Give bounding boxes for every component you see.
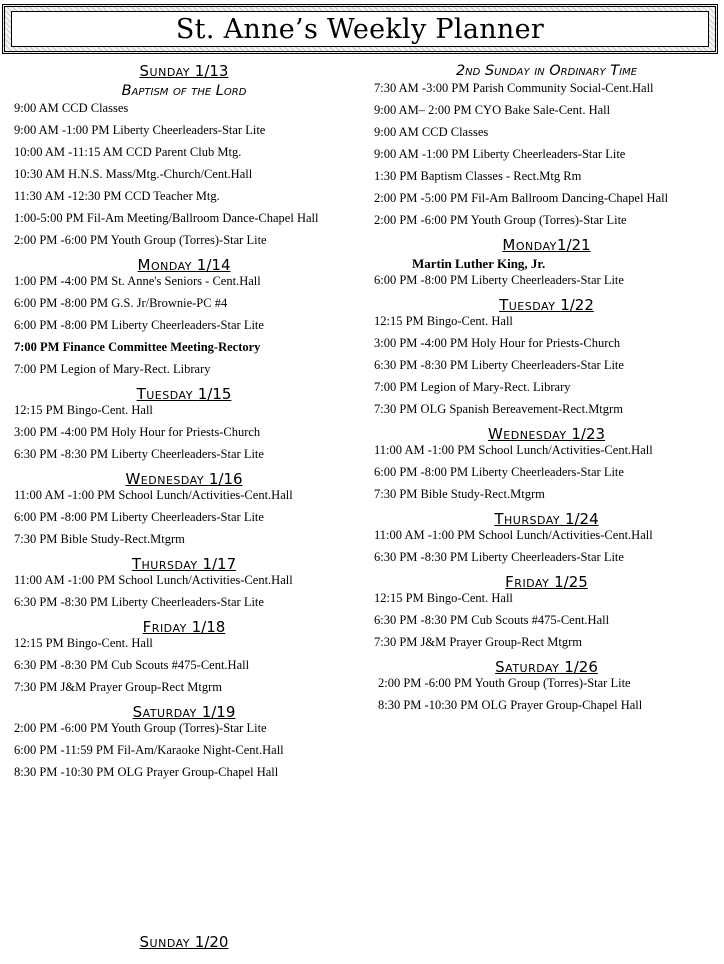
- day-name: Tuesday: [499, 296, 556, 314]
- event-item: 11:00 AM -1:00 PM School Lunch/Activities-Cent.Hall: [374, 528, 653, 542]
- event-item: 7:30 AM -3:00 PM Parish Community Social-Cent.Hall: [374, 81, 654, 95]
- title-banner: [2, 4, 718, 54]
- day-name: Saturday: [495, 658, 560, 676]
- event-item: 2:00 PM -5:00 PM Fil-Am Ballroom Dancing-Chapel Hall: [374, 191, 669, 205]
- day-name: Sunday: [139, 62, 190, 80]
- event-item: 10:00 AM -11:15 AM CCD Parent Club Mtg.: [14, 145, 242, 159]
- day-header-saturday-1-19: [14, 703, 354, 721]
- events-saturday-1-19: [14, 722, 354, 779]
- day-header-sunday-1-13: [14, 62, 354, 80]
- event-item: 6:30 PM -8:30 PM Liberty Cheerleaders-Star Lite: [14, 447, 264, 461]
- day-date: 1/26: [564, 658, 598, 676]
- day-header-monday-1-21: [374, 236, 719, 254]
- day-date: 1/22: [560, 296, 594, 314]
- event-item: 6:00 PM -8:00 PM Liberty Cheerleaders-Star Lite: [14, 318, 264, 332]
- day-name: Monday: [502, 236, 557, 254]
- event-item: 6:00 PM -8:00 PM G.S. Jr/Brownie-PC #4: [14, 296, 228, 310]
- event-item: 9:00 AM CCD Classes: [374, 125, 489, 139]
- event-item: 12:15 PM Bingo-Cent. Hall: [374, 591, 513, 605]
- event-item: 9:00 AM– 2:00 PM CYO Bake Sale-Cent. Hall: [374, 103, 611, 117]
- day-date: 1/17: [202, 555, 237, 573]
- event-item: 3:00 PM -4:00 PM Holy Hour for Priests-Church: [374, 336, 621, 350]
- event-item: 7:30 PM OLG Spanish Bereavement-Rect.Mtgrm: [374, 402, 623, 416]
- event-item: 2:00 PM -6:00 PM Youth Group (Torres)-Star Lite: [374, 213, 627, 227]
- event-item: 6:00 PM -8:00 PM Liberty Cheerleaders-Star Lite: [374, 465, 624, 479]
- events-thursday-1-17: [14, 574, 354, 609]
- day-name: Thursday: [494, 510, 561, 528]
- day-name: Friday: [505, 573, 550, 591]
- event-item: 12:15 PM Bingo-Cent. Hall: [374, 314, 513, 328]
- event-item: 7:30 PM J&M Prayer Group-Rect Mtgrm: [374, 635, 582, 649]
- day-header-tuesday-1-15: [14, 385, 354, 403]
- event-item: 12:15 PM Bingo-Cent. Hall: [14, 403, 153, 417]
- day-header-wednesday-1-23: [374, 425, 719, 443]
- event-item: 10:30 AM H.N.S. Mass/Mtg.-Church/Cent.Hall: [14, 167, 253, 181]
- event-item: 11:00 AM -1:00 PM School Lunch/Activities-Cent.Hall: [374, 443, 653, 457]
- event-item: 6:00 PM -8:00 PM Liberty Cheerleaders-Star Lite: [14, 510, 264, 524]
- events-wednesday-1-23: [374, 444, 719, 501]
- events-saturday-1-26: [374, 677, 719, 712]
- day-header-sunday-1-20: [14, 931, 354, 952]
- event-item: 9:00 AM -1:00 PM Liberty Cheerleaders-Star Lite: [14, 123, 266, 137]
- event-item: 8:30 PM -10:30 PM OLG Prayer Group-Chapel Hall: [378, 698, 643, 712]
- day-date: 1/20: [194, 933, 229, 951]
- event-item: 7:30 PM J&M Prayer Group-Rect Mtgrm: [14, 680, 222, 694]
- day-name: Thursday: [131, 555, 198, 573]
- day-date: 1/23: [571, 425, 606, 443]
- day-header-thursday-1-17: [14, 555, 354, 573]
- event-item: 1:00-5:00 PM Fil-Am Meeting/Ballroom Dance-Chapel Hall: [14, 211, 319, 225]
- day-name: Saturday: [132, 703, 197, 721]
- event-item: 2:00 PM -6:00 PM Youth Group (Torres)-Star Lite: [14, 721, 267, 735]
- event-item: 3:00 PM -4:00 PM Holy Hour for Priests-Church: [14, 425, 261, 439]
- feast-subtitle: 2nd Sunday in Ordinary Time: [455, 63, 638, 79]
- event-item: 7:00 PM Legion of Mary-Rect. Library: [374, 380, 571, 394]
- event-item: 9:00 AM -1:00 PM Liberty Cheerleaders-Star Lite: [374, 147, 626, 161]
- event-item: 7:00 PM Legion of Mary-Rect. Library: [14, 362, 211, 376]
- event-item: 1:30 PM Baptism Classes - Rect.Mtg Rm: [374, 169, 582, 183]
- event-item: 6:00 PM -11:59 PM Fil-Am/Karaoke Night-Cent.Hall: [14, 743, 284, 757]
- day-name: Monday: [137, 256, 193, 274]
- day-header-thursday-1-24: [374, 510, 719, 528]
- event-item: 6:00 PM -8:00 PM Liberty Cheerleaders-Star Lite: [374, 273, 624, 287]
- event-item: 1:00 PM -4:00 PM St. Anne's Seniors - Cent.Hall: [14, 274, 261, 288]
- event-item-highlighted: 7:00 PM Finance Committee Meeting-Rectory: [14, 340, 261, 354]
- day-date: 1/19: [201, 703, 236, 721]
- events-wednesday-1-16: [14, 489, 354, 546]
- day-header-wednesday-1-16: [14, 470, 354, 488]
- event-item: 6:30 PM -8:30 PM Liberty Cheerleaders-Star Lite: [374, 550, 624, 564]
- page-title: St. Anne’s Weekly Planner: [175, 13, 545, 45]
- event-item: 2:00 PM -6:00 PM Youth Group (Torres)-Star Lite: [14, 233, 267, 247]
- event-item: 9:00 AM CCD Classes: [14, 101, 129, 115]
- events-tuesday-1-15: [14, 404, 354, 461]
- day-date: 1/25: [554, 573, 588, 591]
- day-name: Sunday: [139, 933, 190, 951]
- events-friday-1-18: [14, 637, 354, 694]
- event-item: 11:00 AM -1:00 PM School Lunch/Activities-Cent.Hall: [14, 488, 293, 502]
- event-item: 2:00 PM -6:00 PM Youth Group (Torres)-Star Lite: [378, 676, 631, 690]
- event-item: 6:30 PM -8:30 PM Cub Scouts #475-Cent.Hall: [374, 613, 610, 627]
- event-item: 11:00 AM -1:00 PM School Lunch/Activities-Cent.Hall: [14, 573, 293, 587]
- day-date: 1/21: [556, 236, 591, 254]
- day-name: Friday: [142, 618, 187, 636]
- events-sunday-1-20: [374, 82, 719, 227]
- next-sunday-header: [14, 933, 354, 951]
- day-header-tuesday-1-22: [374, 296, 719, 314]
- holiday-label: Martin Luther King, Jr.: [412, 256, 546, 271]
- day-date: 1/16: [208, 470, 243, 488]
- event-item: 11:30 AM -12:30 PM CCD Teacher Mtg.: [14, 189, 220, 203]
- day-date: 1/24: [564, 510, 599, 528]
- events-thursday-1-24: [374, 529, 719, 564]
- day-name: Wednesday: [125, 470, 205, 488]
- events-sunday-1-13: [14, 102, 354, 247]
- day-header-monday-1-14: [14, 256, 354, 274]
- day-name: Wednesday: [487, 425, 567, 443]
- event-item: 12:15 PM Bingo-Cent. Hall: [14, 636, 153, 650]
- event-item: 7:30 PM Bible Study-Rect.Mtgrm: [374, 487, 545, 501]
- event-item: 7:30 PM Bible Study-Rect.Mtgrm: [14, 532, 185, 546]
- events-friday-1-25: [374, 592, 719, 649]
- event-item: 6:30 PM -8:30 PM Cub Scouts #475-Cent.Hall: [14, 658, 250, 672]
- event-item: 6:30 PM -8:30 PM Liberty Cheerleaders-Star Lite: [14, 595, 264, 609]
- day-date: 1/15: [197, 385, 232, 403]
- left-column: [14, 60, 354, 788]
- events-monday-1-21: [374, 274, 719, 287]
- events-tuesday-1-22: [374, 315, 719, 416]
- day-date: 1/18: [191, 618, 226, 636]
- day-header-friday-1-18: [14, 618, 354, 636]
- day-header-saturday-1-26: [374, 658, 719, 676]
- day-date: 1/14: [196, 256, 231, 274]
- day-name: Tuesday: [136, 385, 193, 403]
- event-item: 8:30 PM -10:30 PM OLG Prayer Group-Chapel Hall: [14, 765, 279, 779]
- title-frame: [11, 11, 709, 47]
- day-date: 1/13: [194, 62, 229, 80]
- right-column: [374, 60, 719, 721]
- feast-subtitle: Baptism of the Lord: [121, 83, 247, 99]
- day-header-friday-1-25: [374, 573, 719, 591]
- event-item: 6:30 PM -8:30 PM Liberty Cheerleaders-Star Lite: [374, 358, 624, 372]
- events-monday-1-14: [14, 275, 354, 376]
